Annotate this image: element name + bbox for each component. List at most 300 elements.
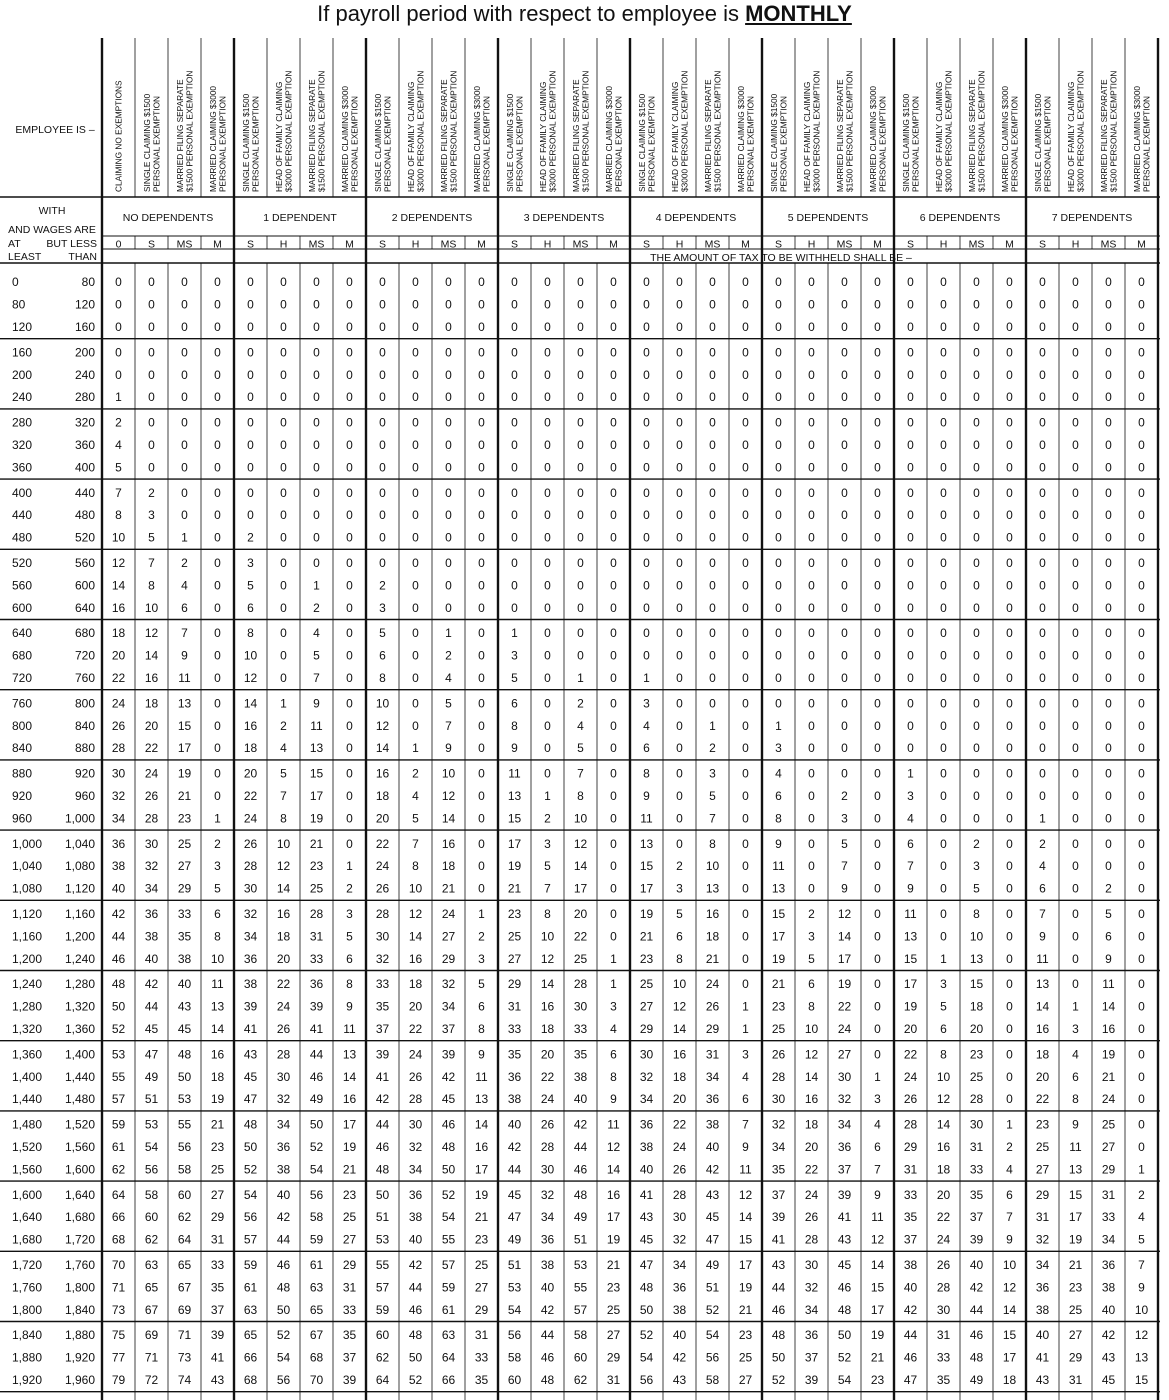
tax-value: 0 [775,600,782,615]
tax-value: 75 [111,1328,126,1343]
tax-value: 0 [511,415,518,430]
tax-value: 14 [1101,999,1116,1014]
tax-value: 63 [243,1302,258,1317]
tax-value: 0 [478,275,485,290]
column-code: S [774,238,783,251]
tax-value: 11 [1069,1140,1082,1154]
tax-value: 5 [214,881,221,896]
tax-value: 15 [1002,1328,1017,1343]
column-description: $3000 PERSONAL EXEMPTION [679,70,690,192]
tax-value: 0 [280,626,287,641]
tax-value: 24 [111,696,126,711]
tax-value: 0 [214,320,221,334]
tax-value: 24 [903,1069,918,1084]
tax-value: 38 [276,1162,291,1177]
tax-value: 0 [1138,320,1145,334]
tax-value: 0 [874,648,881,663]
column-code: H [543,238,552,251]
tax-value: 0 [280,648,287,663]
tax-value: 11 [211,977,224,992]
tax-value: 0 [907,508,914,523]
tax-value: 0 [1006,578,1013,593]
tax-value: 0 [544,671,551,685]
tax-value: 0 [907,556,914,570]
tax-value: 0 [1072,367,1079,382]
tax-value: 0 [907,275,914,290]
tax-value: 24 [441,907,456,921]
tax-value: 0 [1072,530,1079,545]
tax-value: 15 [738,1232,753,1247]
column-description: PERSONAL EXEMPTION [382,95,393,192]
at-least-label: AT [8,238,21,250]
tax-value: 18 [969,999,984,1014]
tax-value: 4 [1072,1047,1079,1062]
column-description: HEAD OF FAMILY CLAIMING [405,81,416,192]
tax-value: 0 [808,508,815,523]
tax-value: 66 [243,1350,258,1365]
tax-value: 31 [1068,1373,1083,1387]
tax-value: 50 [177,1069,192,1084]
dependents-label: 5 DEPENDENTS [787,212,869,224]
tax-value: 38 [573,1069,588,1084]
tax-value: 0 [610,460,617,475]
tax-value: 0 [841,556,848,570]
tax-value: 10 [210,951,225,966]
tax-value: 40 [903,1280,918,1295]
wage-at-least: 800 [12,718,33,733]
tax-value: 0 [1072,929,1079,944]
tax-value: 8 [412,859,419,874]
tax-value: 24 [540,1092,555,1107]
tax-value: 40 [1035,1328,1050,1343]
tax-value: 60 [573,1350,588,1365]
tax-value: 6 [346,951,353,966]
column-description: SINGLE CLAIMING $1500 [636,93,647,192]
tax-value: 0 [511,508,518,523]
wage-at-least: 1,040 [12,859,43,874]
tax-value: 0 [676,718,683,733]
tax-value: 0 [676,671,683,685]
column-code: M [741,238,750,251]
tax-value: 0 [973,367,980,382]
tax-value: 23 [771,999,786,1014]
tax-value: 0 [973,741,980,756]
column-description: PERSONAL EXEMPTION [250,95,261,192]
column-description: SINGLE CLAIMING $1500 [141,93,152,192]
tax-value: 14 [870,1258,885,1272]
tax-value: 20 [375,811,390,826]
tax-value: 1 [313,578,320,593]
tax-value: 34 [1101,1232,1116,1247]
tax-value: 0 [676,390,683,405]
column-code: M [213,238,222,251]
tax-value: 0 [610,648,617,663]
tax-value: 35 [969,1187,984,1202]
tax-value: 0 [841,367,848,382]
tax-value: 17 [903,977,918,992]
tax-value: 8 [247,626,254,641]
tax-value: 0 [313,297,320,312]
tax-value: 18 [1035,1047,1050,1062]
wage-less-than: 640 [74,600,95,615]
tax-value: 0 [1138,1092,1145,1107]
tax-value: 52 [309,1140,324,1154]
tax-value: 31 [210,1232,225,1247]
tax-value: 0 [874,415,881,430]
tax-value: 0 [1006,367,1013,382]
tax-value: 49 [309,1092,324,1107]
tax-value: 10 [705,859,720,874]
tax-value: 38 [672,1302,687,1317]
tax-value: 21 [738,1302,753,1317]
tax-value: 0 [775,438,782,452]
tax-value: 3 [214,859,221,874]
tax-value: 22 [804,1162,819,1177]
tax-value: 21 [309,836,324,851]
tax-value: 0 [379,460,386,475]
tax-value: 26 [111,718,126,733]
tax-value: 3 [841,811,848,826]
tax-value: 22 [243,789,258,803]
tax-value: 20 [969,1022,984,1036]
column-code: M [477,238,486,251]
wage-less-than: 320 [74,415,95,430]
tax-value: 0 [577,297,584,312]
tax-value: 4 [1039,859,1046,874]
tax-value: 1 [544,789,551,803]
tax-value: 18 [441,859,456,874]
tax-value: 19 [210,1092,225,1107]
tax-value: 0 [610,718,617,733]
tax-value: 3 [247,556,254,570]
tax-value: 13 [210,999,225,1014]
column-description: PERSONAL EXEMPTION [646,95,657,192]
tax-value: 0 [940,907,947,921]
tax-value: 41 [1035,1350,1050,1365]
tax-value: 0 [280,671,287,685]
tax-value: 27 [210,1187,225,1202]
tax-value: 0 [478,320,485,334]
tax-value: 10 [1002,1258,1017,1272]
tax-value: 0 [874,600,881,615]
column-code: M [1005,238,1014,251]
wage-at-least: 1,240 [12,977,43,992]
tax-value: 55 [441,1232,456,1247]
tax-value: 0 [280,297,287,312]
tax-value: 16 [243,718,258,733]
tax-value: 4 [445,671,452,685]
tax-value: 61 [441,1302,456,1317]
tax-value: 0 [643,485,650,500]
tax-value: 0 [214,556,221,570]
tax-value: 0 [313,508,320,523]
tax-value: 0 [1072,556,1079,570]
tax-value: 0 [577,556,584,570]
tax-value: 0 [412,415,419,430]
tax-value: 29 [1068,1350,1083,1365]
tax-value: 27 [606,1328,621,1343]
tax-value: 0 [346,530,353,545]
tax-value: 0 [775,485,782,500]
tax-value: 0 [1006,1047,1013,1062]
column-description: MARRIED FILING SEPARATE [1098,79,1109,192]
tax-value: 0 [874,671,881,685]
tax-value: 0 [346,320,353,334]
column-code: S [378,238,387,251]
tax-value: 0 [907,696,914,711]
tax-value: 62 [177,1210,192,1225]
tax-value: 22 [144,741,159,756]
tax-value: 48 [243,1117,258,1132]
tax-value: 0 [181,508,188,523]
tax-value: 0 [775,508,782,523]
column-description: SINGLE CLAIMING $1500 [240,93,251,192]
tax-value: 32 [111,789,126,803]
tax-value: 0 [346,671,353,685]
tax-value: 17 [342,1117,357,1132]
tax-value: 0 [214,578,221,593]
tax-value: 30 [837,1069,852,1084]
tax-value: 18 [705,929,720,944]
tax-value: 31 [342,1280,357,1295]
tax-value: 26 [375,881,390,896]
tax-value: 0 [874,741,881,756]
tax-value: 33 [903,1187,918,1202]
wage-at-least: 1,440 [12,1092,43,1107]
wage-at-least: 1,520 [12,1140,43,1154]
tax-value: 53 [375,1232,390,1247]
tax-value: 0 [1039,696,1046,711]
tax-value: 58 [705,1373,720,1387]
tax-value: 23 [606,1280,621,1295]
tax-value: 8 [610,1069,617,1084]
tax-value: 0 [841,485,848,500]
tax-value: 48 [111,977,126,992]
tax-value: 32 [276,1092,291,1107]
tax-value: 0 [676,811,683,826]
tax-value: 70 [111,1258,126,1272]
tax-value: 38 [705,1117,720,1132]
tax-value: 40 [1101,1302,1116,1317]
tax-value: 0 [1105,297,1112,312]
tax-value: 52 [441,1187,456,1202]
tax-value: 0 [709,415,716,430]
tax-value: 0 [346,415,353,430]
wage-less-than: 1,160 [64,907,95,921]
tax-value: 0 [1138,275,1145,290]
tax-value: 0 [1138,438,1145,452]
tax-value: 0 [1072,297,1079,312]
tax-value: 2 [148,485,155,500]
tax-value: 0 [1006,766,1013,781]
tax-value: 27 [474,1280,489,1295]
tax-value: 0 [907,718,914,733]
tax-value: 0 [742,578,749,593]
tax-value: 7 [445,718,452,733]
tax-value: 62 [111,1162,126,1177]
tax-value: 21 [342,1162,357,1177]
tax-value: 62 [375,1350,390,1365]
tax-value: 51 [573,1232,588,1247]
tax-value: 9 [478,1047,485,1062]
tax-value: 44 [771,1280,786,1295]
tax-value: 0 [1105,696,1112,711]
tax-value: 48 [408,1328,423,1343]
tax-value: 0 [610,367,617,382]
tax-value: 38 [408,1210,423,1225]
tax-value: 5 [478,977,485,992]
tax-value: 0 [676,530,683,545]
tax-value: 0 [907,390,914,405]
column-description: $1500 PERSONAL EXEMPTION [184,70,195,192]
tax-value: 0 [1072,836,1079,851]
tax-value: 37 [441,1022,456,1036]
tax-value: 19 [903,999,918,1014]
tax-value: 67 [309,1328,324,1343]
tax-value: 28 [276,1047,291,1062]
tax-value: 0 [841,438,848,452]
tax-value: 64 [375,1373,390,1387]
tax-value: 18 [210,1069,225,1084]
wage-less-than: 840 [74,718,95,733]
tax-value: 12 [540,951,555,966]
tax-value: 10 [804,1022,819,1036]
column-description: HEAD OF FAMILY CLAIMING [1065,81,1076,192]
tax-value: 44 [111,929,126,944]
tax-value: 0 [346,648,353,663]
tax-value: 20 [111,648,126,663]
tax-value: 0 [841,508,848,523]
tax-value: 77 [111,1350,126,1365]
tax-value: 39 [771,1210,786,1225]
tax-value: 0 [379,508,386,523]
tax-value: 0 [1138,530,1145,545]
tax-value: 25 [969,1069,984,1084]
tax-value: 1 [181,530,188,545]
tax-value: 0 [841,718,848,733]
tax-value: 0 [940,508,947,523]
tax-value: 32 [441,977,456,992]
tax-value: 37 [837,1162,852,1177]
tax-value: 0 [214,741,221,756]
tax-value: 2 [1039,836,1046,851]
tax-value: 6 [742,1092,749,1107]
tax-value: 14 [375,741,390,756]
tax-value: 0 [247,415,254,430]
tax-value: 19 [1068,1232,1083,1247]
column-code: H [807,238,816,251]
tax-value: 28 [573,977,588,992]
tax-value: 0 [1138,881,1145,896]
column-description: SINGLE CLAIMING $1500 [768,93,779,192]
tax-value: 44 [969,1302,984,1317]
tax-value: 0 [313,367,320,382]
tax-value: 2 [544,811,551,826]
tax-value: 51 [144,1092,159,1107]
tax-value: 11 [343,1022,356,1036]
tax-value: 0 [709,626,716,641]
tax-value: 0 [1105,390,1112,405]
tax-value: 0 [709,320,716,334]
tax-value: 8 [346,977,353,992]
tax-value: 36 [507,1069,522,1084]
tax-value: 0 [1039,485,1046,500]
tax-value: 36 [144,907,159,921]
tax-value: 1 [874,1069,881,1084]
tax-value: 25 [177,836,192,851]
tax-value: 0 [214,718,221,733]
column-description: $1500 PERSONAL EXEMPTION [580,70,591,192]
tax-value: 0 [808,275,815,290]
tax-value: 24 [804,1187,819,1202]
tax-value: 0 [709,275,716,290]
tax-value: 3 [544,836,551,851]
tax-value: 19 [309,811,324,826]
tax-value: 0 [808,438,815,452]
tax-value: 0 [1039,556,1046,570]
tax-value: 11 [310,718,323,733]
tax-value: 0 [1072,881,1079,896]
column-code: S [147,238,156,251]
tax-value: 0 [412,556,419,570]
tax-value: 36 [1101,1258,1116,1272]
tax-value: 16 [441,836,456,851]
tax-value: 44 [903,1328,918,1343]
tax-value: 0 [907,741,914,756]
tax-value: 10 [243,648,258,663]
tax-value: 34 [837,1117,852,1132]
tax-value: 13 [1134,1350,1149,1365]
tax-value: 0 [742,671,749,685]
tax-value: 0 [115,320,122,334]
tax-value: 0 [412,578,419,593]
tax-value: 0 [313,345,320,360]
tax-value: 0 [676,438,683,452]
tax-value: 0 [1006,1069,1013,1084]
tax-value: 16 [144,671,159,685]
tax-value: 0 [742,626,749,641]
tax-value: 0 [1039,789,1046,803]
tax-value: 17 [309,789,324,803]
tax-value: 0 [676,741,683,756]
tax-value: 6 [511,696,518,711]
tax-value: 52 [771,1373,786,1387]
tax-value: 36 [639,1117,654,1132]
tax-value: 48 [441,1140,456,1154]
column-code: MS [1100,238,1117,251]
tax-value: 0 [808,648,815,663]
tax-value: 11 [640,811,653,826]
column-description: PERSONAL EXEMPTION [613,95,624,192]
tax-value: 6 [1039,881,1046,896]
tax-value: 60 [507,1373,522,1387]
tax-value: 15 [771,907,786,921]
tax-value: 62 [573,1373,588,1387]
tax-value: 52 [111,1022,126,1036]
tax-value: 0 [280,390,287,405]
tax-value: 0 [1138,836,1145,851]
tax-value: 0 [940,345,947,360]
tax-value: 0 [874,881,881,896]
tax-value: 3 [874,1092,881,1107]
tax-value: 24 [408,1047,423,1062]
column-code: MS [704,238,721,251]
tax-value: 0 [1105,485,1112,500]
wage-less-than: 1,600 [64,1162,95,1177]
tax-value: 9 [874,1187,881,1202]
column-description: SINGLE CLAIMING $1500 [504,93,515,192]
tax-value: 0 [940,485,947,500]
